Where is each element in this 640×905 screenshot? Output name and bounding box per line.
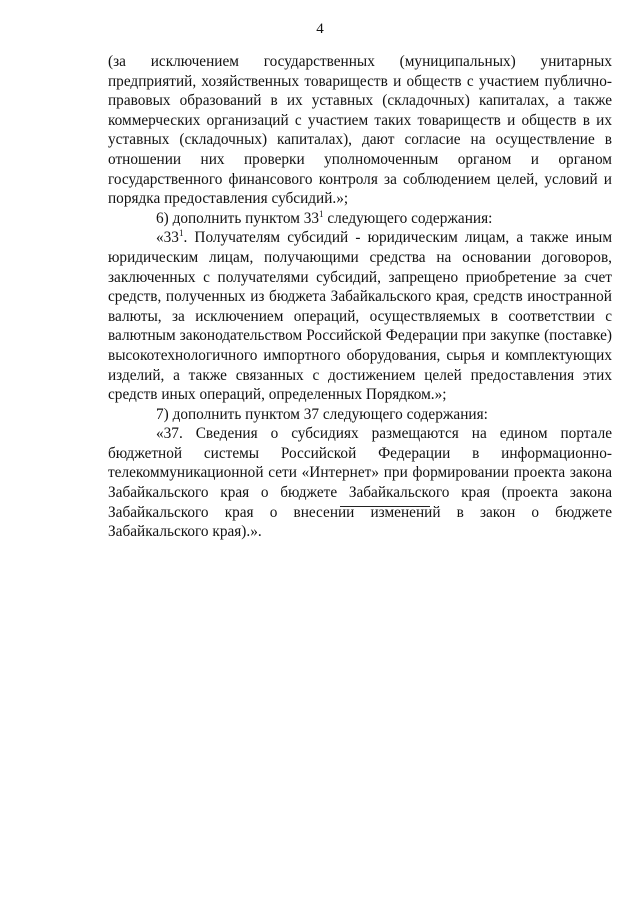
superscript-index: 1 [178,228,184,239]
paragraph-item-7: 7) дополнить пунктом 37 следующего содержания: [156,405,488,423]
paragraph-item-6-text: 6) дополнить пунктом 33 [156,209,320,227]
page-number: 4 [316,21,324,37]
paragraph-item-6-suffix: следующего содержания: [323,209,493,227]
paragraph-exceptions-clause: (за исключением государственных (муниципальных) унитарных предприятий, хозяйственных товариществ и обществ с участием публично-правовых образований в их уставных (складочных) капиталах, а также коммерческих организаций с участием таких товариществ и обществ в их уставных (складочных) капиталах), дают согласие на осуществление в отношении них проверки уполномоченным органом и органом государственного финансового контроля за соблюдением целей, условий и порядка предоставления субсидий.»; [108,53,612,208]
document-body [108,52,612,542]
superscript-index: 1 [319,208,324,219]
end-of-text-rule [340,506,430,507]
paragraph-point-33-1 [108,228,612,404]
paragraph-point-33-1-text: . Получателям субсидий - юридическим лицам, а также иным юридическим лицам, получающими средства на основании договоров, заключенных с получателями субсидий, запрещено приобретение за счет средств, полученных из бюджета Забайкальского края, средств иностранной валюты, за исключением операций, осуществляемых в соответствии с валютным законодательством Российской Федерации при закупке (поставке) высокотехнологичного импортного оборудования, сырья и комплектующих изделий, а также связанных с достижением целей предоставления этих средств иных операций, определенных Порядком.»; [108,229,612,404]
paragraph-item-6 [108,209,612,229]
paragraph-point-37: «37. Сведения о субсидиях размещаются на едином портале бюджетной системы Российской Федерации в информационно-телекоммуникационной сети «Интернет» при формировании проекта закона Забайкальского края о бюджете Забайкальского края (проекта закона Забайкальского края о внесении изменений в закон о бюджете Забайкальского края).». [108,425,612,541]
paragraph-point-33-1-number: «33 [156,229,179,247]
